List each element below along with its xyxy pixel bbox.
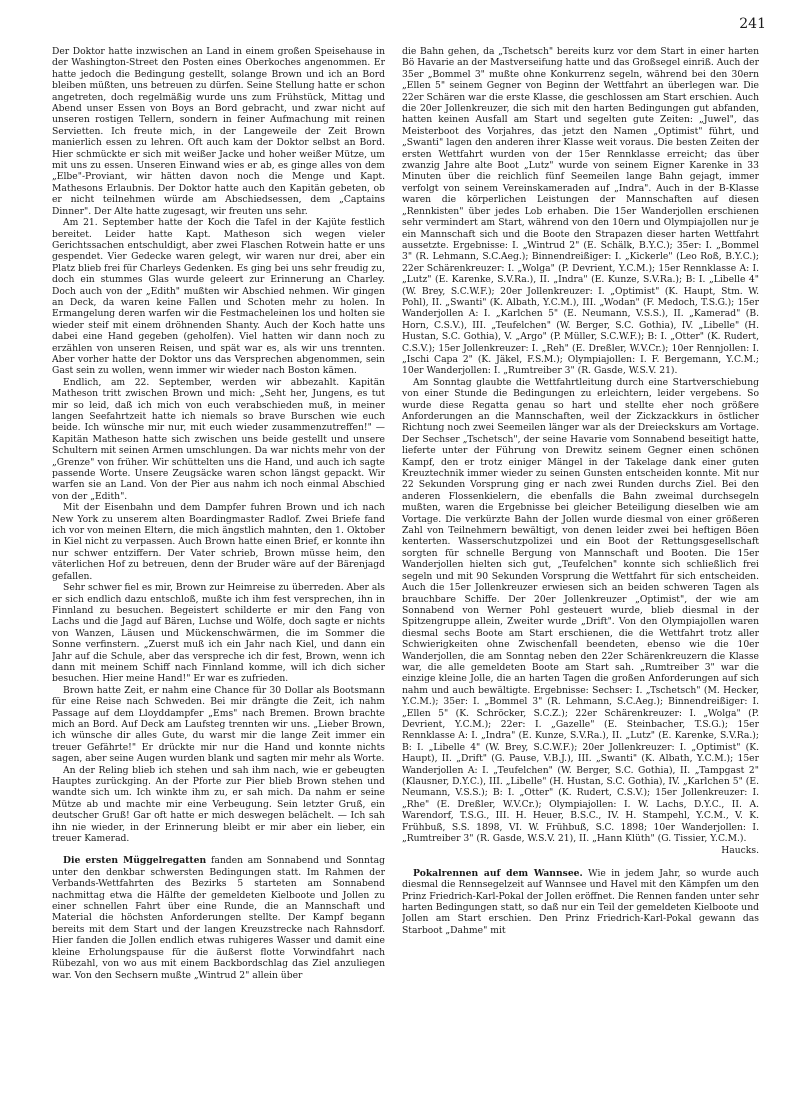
paragraph: Der Doktor hatte inzwischen an Land in einem großen Speisehause in der Washington-Street den Posten eines Oberkoches angenommen. Er hatte jedoch die Bedingung gestellt, solange Brown und ich an Bord bleiben müßten, uns betreuen zu dürfen. Seine Stellung hatte er schon angetreten, doch regelmäßig wurde uns zum Frühstück, Mittag und Abend unser Essen von Boys an Bord gebracht, und zwar nicht auf unseren rostigen Tellern, sondern in feiner Aufmachung mit reinen Servietten. Ich freute mich, in der Langeweile der Zeit Brown manierlich essen zu lehren. Oft auch kam der Doktor selbst an Bord. Hier schmückte er sich mit weißer Jacke und hoher weißer Mütze, um mit uns zu essen. Unseren Einwand wies er ab, es ginge alles von dem „Elbe"-Proviant, wir hätten davon noch die Menge und Kapt. Mathesons Erlaubnis. Der Doktor hatte auch den Kapitän gebeten, ob er nicht teilnehmen würde am Abschiedsessen, dem „Captains Dinner". Der Alte hatte zugesagt, wir freuten uns sehr. <box>52 46 385 217</box>
paragraph: Sehr schwer fiel es mir, Brown zur Heimreise zu überreden. Aber als er sich endlich dazu entschloß, mußte ich ihm fest versprechen, ihn in Finnland zu besuchen. Begeistert schilderte er mir den Fang von Lachs und die Jagd auf Bären, Luchse und Wölfe, doch sagte er nichts von Wanzen, Läusen und Mückenschwärmen, die im Sommer die Sonne verfinstern. „Zuerst muß ich ein Jahr nach Kiel, und dann ein Jahr auf die Schule, aber das verspreche ich dir fest, Brown, wenn ich dann mit meinem Schiff nach Finnland komme, will ich dich sicher besuchen. Hier meine Hand!" Er war es zufrieden. <box>52 582 385 685</box>
paragraph: die Bahn gehen, da „Tschetsch" bereits kurz vor dem Start in einer harten Bö Havarie an der Mastverseifung hatte und das Großsegel einriß. Auch der 35er „Bommel 3" mußte ohne Konkurrenz segeln, während bei den 30ern „Ellen 5" seinem Gegner von Beginn der Wettfahrt an überlegen war. Die 22er Schären war die erste Klasse, die geschlossen am Start erschien. Auch die 20er Jollenkreuzer, die sich mit den harten Bedingungen gut abfanden, hatten keinen Ausfall am Start und segelten gute Zeiten: „Juwel", das Meisterboot des Vorjahres, das jetzt den Namen „Optimist" führt, und „Swanti" lagen den anderen ihrer Klasse weit voraus. Die besten Zeiten der ersten Wettfahrt wurden von der 15er Rennklasse erreicht; das über zwanzig Jahre alte Boot „Lutz" wurde von seinem Eigner Karenke in 33 Minuten über die reichlich fünf Seemeilen lange Bahn gejagt, immer verfolgt von seinem Vereinskameraden auf „Indra". Auch in der B-Klasse waren die körperlichen Leistungen der Mannschaften auf diesen „Rennkisten" über jedes Lob erhaben. Die 15er Wanderjollen erschienen sehr vermindert am Start, während von den 10ern und Olympiajollen nur je ein Mannschaft sich und die Boote den Strapazen dieser harten Wettfahrt aussetzte. Ergebnisse: I. „Wintrud 2" (E. Schälk, B.Y.C.); 35er: I. „Bommel 3" (R. Lehmann, S.C.Aeg.); Binnendreißiger: I. „Kickerle" (Leo Roß, B.Y.C.); 22er Schärenkreuzer: I. „Wolga" (P. Devrient, Y.C.M.); 15er Rennklasse A: I. „Lutz" (E. Karenke, S.V.Ra.), II. „Indra" (E. Kunze, S.V.Ra.); B: I. „Libelle 4" (W. Brey, S.C.W.F.); 20er Jollenkreuzer: I. „Optimist" (K. Haupt, Stm. W. Pohl), II. „Swanti" (K. Albath, Y.C.M.), III. „Wodan" (F. Medoch, T.S.G.); 15er Wanderjollen A: I. „Karlchen 5" (E. Neumann, V.S.S.), II. „Kamerad" (B. Horn, C.S.V.), III. „Teufelchen" (W. Berger, S.C. Gothia), IV. „Libelle" (H. Hustan, S.C. Gothia), V. „Argo" (P. Müller, S.C.W.F.); B: I. „Otter" (K. Rudert, C.S.V.); 15er Jollenkreuzer: I. „Reh" (E. Dreßler, W.V.Cr.); 10er Rennjollen: I. „Ischi Capa 2" (K. Jäkel, F.S.M.); Olympiajollen: I. F. Bergemann, Y.C.M.; 10er Wanderjollen: I. „Rumtreiber 3" (R. Gasde, W.S.V. 21). <box>402 46 759 377</box>
paragraph: Am 21. September hatte der Koch die Tafel in der Kajüte festlich bereitet. Leider hatte Kapt. Matheson sich wegen vieler Gerichtssachen entschuldigt, aber zwei Flaschen Rotwein hatte er uns gespendet. Vier Gedecke waren gelegt, wir waren nur drei, aber ein Platz blieb frei für Charleys Gedenken. Es ging bei uns sehr freudig zu, doch ein stummes Glas wurde geleert zur Erinnerung an Charley. Doch auch von der „Edith" mußten wir Abschied nehmen. Wir gingen an Deck, da waren keine Fallen und Schoten mehr zu holen. In Ermangelung deren warfen wir die Festmacheleinen los und holten sie wieder steif mit einem dröhnenden Shanty. Auch der Koch hatte uns dabei eine Hand gegeben (geholfen). Viel hatten wir dann noch zu erzählen von unseren Reisen, und spät war es, als wir uns trennten. Aber vorher hatte der Doktor uns das Versprechen abgenommen, sein Gast sein zu wollen, wenn immer wir wieder nach Boston kämen. <box>52 217 385 377</box>
section-body: fanden am Sonnabend und Sonntag unter den denkbar schwersten Bedingungen statt. Im Rahmen der Verbands-Wettfahrten des Bezirks 5 starteten am Sonnabend nachmittag etwa die Hälfte der gemeldeten Kielboote und Jollen zu einer schnellen Fahrt über eine Runde, die an Mannschaft und Material die höchsten Anforderungen stellte. Der Kampf begann bereits mit dem Start und der langen Kreuzstrecke nach Rahnsdorf. Hier fanden die Jollen endlich etwas ruhigeres Wasser und damit eine kleine Erholungspause für die äußerst flotte Vorwindfahrt nach Rübezahl, von wo aus mit einem Backbordschlag das Ziel anzuliegen war. Von den Sechsern mußte „Wintrud 2" allein über <box>52 855 385 981</box>
left-column <box>52 46 385 1096</box>
author-signature: Haucks. <box>721 845 759 857</box>
section-paragraph <box>402 868 759 936</box>
page-number: 241 <box>739 16 766 32</box>
section-body: Wie in jedem Jahr, so wurde auch diesmal die Rennsegelzeit auf Wannsee und Havel mit den Kämpfen um den Prinz Friedrich-Karl-Pokal der Jollen eröffnet. Die Rennen fanden unter sehr harten Bedingungen statt, so daß nur ein Teil der gemeldeten Kielboote und Jollen am Start erschien. Den Prinz Friedrich-Karl-Pokal gewann das Starboot „Dahme" mit <box>402 867 759 936</box>
paragraph: Endlich, am 22. September, werden wir abbezahlt. Kapitän Matheson tritt zwischen Brown und mich: „Seht her, Jungens, es tut mir so leid, daß ich mich von euch verabschieden muß, in meiner langen Seefahrtzeit hatte ich niemals so brave Burschen wie euch beide. Ich wünsche mir nur, mit euch wieder zusammenzutreffen!" — Kapitän Matheson hatte sich zwischen uns beide gestellt und unsere Schultern mit seinen Armen umschlungen. Da war nichts mehr von der „Grenze" von früher. Wir schüttelten uns die Hand, und auch ich sagte passende Worte. Unsere Zeugsäcke waren schon längst gepackt. Wir warfen sie an Land. Von der Pier aus nahm ich noch einmal Abschied von der „Edith". <box>52 376 385 502</box>
paragraph: An der Reling blieb ich stehen und sah ihm nach, wie er gebeugten Hauptes zurückging. An der Pforte zur Pier blieb Brown stehen und wandte sich um. Ich winkte ihm zu, er sah mich. Da nahm er seine Mütze ab und machte mir eine Verbeugung. Sein letzter Gruß, ein deutscher Gruß! Gar oft hatte er mich deswegen belächelt. — Ich sah ihn nie wieder, in der Erinnerung bleibt er mir aber ein lieber, ein treuer Kamerad. <box>52 764 385 845</box>
paragraph: Mit der Eisenbahn und dem Dampfer fuhren Brown und ich nach New York zu unserem alten Boardingmaster Radlof. Zwei Briefe fand ich vor von meinen Eltern, die mich ängstlich mahnten, den 1. Oktober in Kiel nicht zu verpassen. Auch Brown hatte einen Brief, er konnte ihn nur schwer entziffern. Der Vater schrieb, Brown müsse heim, den väterlichen Hof zu betreuen, denn der Bruder wäre auf der Bärenjagd gefallen. <box>52 502 385 582</box>
section-heading: Pokalrennen auf dem Wannsee. <box>413 867 583 879</box>
paragraph: Brown hatte Zeit, er nahm eine Chance für 30 Dollar als Bootsmann für eine Reise nach Schweden. Bei mir drängte die Zeit, ich nahm Passage auf dem Lloyddampfer „Ems" nach Bremen. Brown brachte mich an Bord. Auf Deck am Laufsteg trennten wir uns. „Lieber Brown, ich wünsche dir alles Gute, du warst mir die lange Zeit immer ein treuer Gefährte!" Er drückte mir nur die Hand und konnte nichts sagen, aber seine Augen wurden blank und sagten mir mehr als Worte. <box>52 684 385 765</box>
section-heading: Die ersten Müggelregatten <box>63 855 207 867</box>
paragraph: Am Sonntag glaubte die Wettfahrtleitung durch eine Startverschiebung von einer Stunde die Bedingungen zu erleichtern, leider vergebens. So wurde diese Regatta genau so hart und stellte eher noch größere Anforderungen an die Mannschaften, weil der Zickzackkurs in östlicher Richtung noch zwei Seemeilen länger war als der Dreieckskurs am Vortage. Der Sechser „Tschetsch", der seine Havarie vom Sonnabend beseitigt hatte, lieferte unter der Führung von Drewitz seinem Gegner einen schönen Kampf, den er trotz einiger Mängel in der Takelage dank einer guten Kreuztechnik immer wieder zu seinen Gunsten entscheiden konnte. Mit nur 22 Sekunden Vorsprung ging er nach zwei Runden durchs Ziel. Bei den anderen Flossenkielern, die ebenfalls die Bahn zweimal durchsegeln mußten, waren die Ergebnisse bei gleicher Beteiligung dieselben wie am Vortage. Die verkürzte Bahn der Jollen wurde diesmal von einer größeren Zahl von Teilnehmern bewältigt, von denen leider zwei bei heftigen Böen kenterten. Wasserschutzpolizei und ein Boot der Rettungsgesellschaft sorgten für schnelle Bergung von Mannschaft und Booten. Die 15er Wanderjollen hielten sich gut, „Teufelchen" konnte sich schließlich frei segeln und mit 90 Sekunden Vorsprung die Wettfahrt für sich entscheiden. Auch die 15er Jollenkreuzer erwiesen sich an beiden schweren Tagen als brauchbare Schiffe. Der 20er Jollenkreuzer „Optimist", der wie am Sonnabend von Werner Pohl gesteuert wurde, blieb diesmal in der Spitzengruppe allein, Zweiter wurde „Drift". Von den Olympiajollen waren diesmal sechs Boote am Start erschienen, die die Wettfahrt trotz aller Schwierigkeiten ohne Zwischenfall beendeten, ebenso wie die 10er Wanderjollen, die am Sonntag neben den 22er Schärenkreuzern die Klasse war, die alle gemeldeten Boote am Start sah. „Rumtreiber 3" war die einzige kleine Jolle, die an harten Tagen die großen Anforderungen auf sich nahm und auch bewältigte. Ergebnisse: Sechser: I. „Tschetsch" (M. Hecker, Y.C.M.); 35er: I. „Bommel 3" (R. Lehmann, S.C.Aeg.); Binnendreißiger: I. „Ellen 5" (K. Schröcker, S.C.Z.); 22er Schärenkreuzer: I. „Wolga" (P. Devrient, Y.C.M.); 22er: I. „Gazelle" (E. Steinbacher, T.S.G.); 15er Rennklasse A: I. „Indra" (E. Kunze, S.V.Ra.), II. „Lutz" (E. Karenke, S.V.Ra.); B: I. „Libelle 4" (W. Brey, S.C.W.F.); 20er Jollenkreuzer: I. „Optimist" (K. Haupt), II. „Drift" (G. Pause, V.B.J.), III. „Swanti" (K. Albath, Y.C.M.); 15er Wanderjollen A: I. „Teufelchen" (W. Berger, S.C. Gothia), II. „Tampgast 2" (Klausner, D.Y.C.), III. „Libelle" (H. Hustan, S.C. Gothia), IV. „Karlchen 5" (E. Neumann, V.S.S.); B: I. „Otter" (K. Rudert, C.S.V.); 15er Jollenkreuzer: I. „Rhe" (E. Dreßler, W.V.Cr.); Olympiajollen: I. W. Lachs, D.Y.C., II. A. Warendorf, T.S.G., III. H. Heuer, B.S.C., IV. H. Stampehl, Y.C.M., V. K. Frühbuß, S.S. 1898, VI. W. Frühbuß, S.C. 1898; 10er Wanderjollen: I. „Rumtreiber 3" (R. Gasde, W.S.V. 21), II. „Hann Klüth" (G. Tissier, Y.C.M.). <box>402 376 759 845</box>
right-column <box>402 46 759 1096</box>
section-paragraph <box>52 855 385 980</box>
